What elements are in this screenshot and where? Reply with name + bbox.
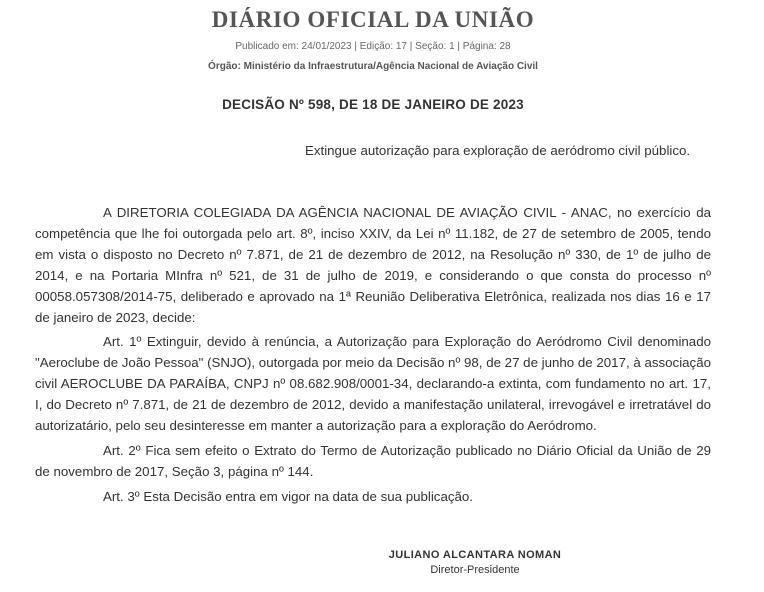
publication-meta: Publicado em: 24/01/2023 | Edição: 17 | Seção: 1 | Página: 28 [235, 41, 511, 52]
orgao-label: Órgão: [208, 61, 241, 72]
orgao-value: Ministério da Infraestrutura/Agência Nacional de Aviação Civil [243, 61, 538, 72]
orgao-line [0, 61, 746, 72]
masthead-title: DIÁRIO OFICIAL DA UNIÃO [211, 7, 535, 32]
paragraph-art-2: Art. 2º Fica sem efeito o Extrato do Termo de Autorização publicado no Diário Oficial da União de 29 de novembro de 2017, Seção 3, página nº 144. [35, 442, 711, 479]
paragraph-art-1: Art. 1º Extinguir, devido à renúncia, a Autorização para Exploração do Aeródromo Civil denominado "Aeroclube de João Pessoa" (SNJO), outorgada por meio da Decisão nº 98, de 27 de junho de 2017, à associação civil AEROCLUBE DA PARAÍBA, CNPJ nº 08.682.908/0001-34, declarando-a extinta, com fundamento no art. 17, I, do Decreto nº 7.871, de 21 de dezembro de 2012, devido a manifestação unilateral, irrevogável e irretratável do autorizatário, pelo seu desinteresse em manter a autorização para a exploração do Aeródromo. [35, 334, 711, 434]
paragraph-preamble: A DIRETORIA COLEGIADA DA AGÊNCIA NACIONAL DE AVIAÇÃO CIVIL - ANAC, no exercício da competência que lhe foi outorgada pelo art. 8º, inciso XXIV, da Lei nº 11.182, de 27 de setembro de 2005, tendo em vista o disposto no Decreto nº 7.871, de 21 de dezembro de 2012, na Resolução nº 330, de 1º de julho de 2014, e na Portaria MInfra nº 521, de 31 de julho de 2019, e considerando o que consta do processo nº 00058.057308/2014-75, deliberado e aprovado na 1ª Reunião Deliberativa Eletrônica, realizada nos dias 16 e 17 de janeiro de 2023, decide: [35, 205, 711, 325]
ementa: Extingue autorização para exploração de aeródromo civil público. [305, 143, 691, 158]
document-title: DECISÃO Nº 598, DE 18 DE JANEIRO DE 2023 [222, 97, 524, 112]
document-body [35, 203, 711, 512]
signer-name: JULIANO ALCANTARA NOMAN [388, 549, 562, 561]
signature-block [332, 548, 618, 578]
paragraph-art-3: Art. 3º Esta Decisão entra em vigor na data de sua publicação. [103, 488, 473, 504]
signer-role: Diretor-Presidente [430, 564, 520, 576]
